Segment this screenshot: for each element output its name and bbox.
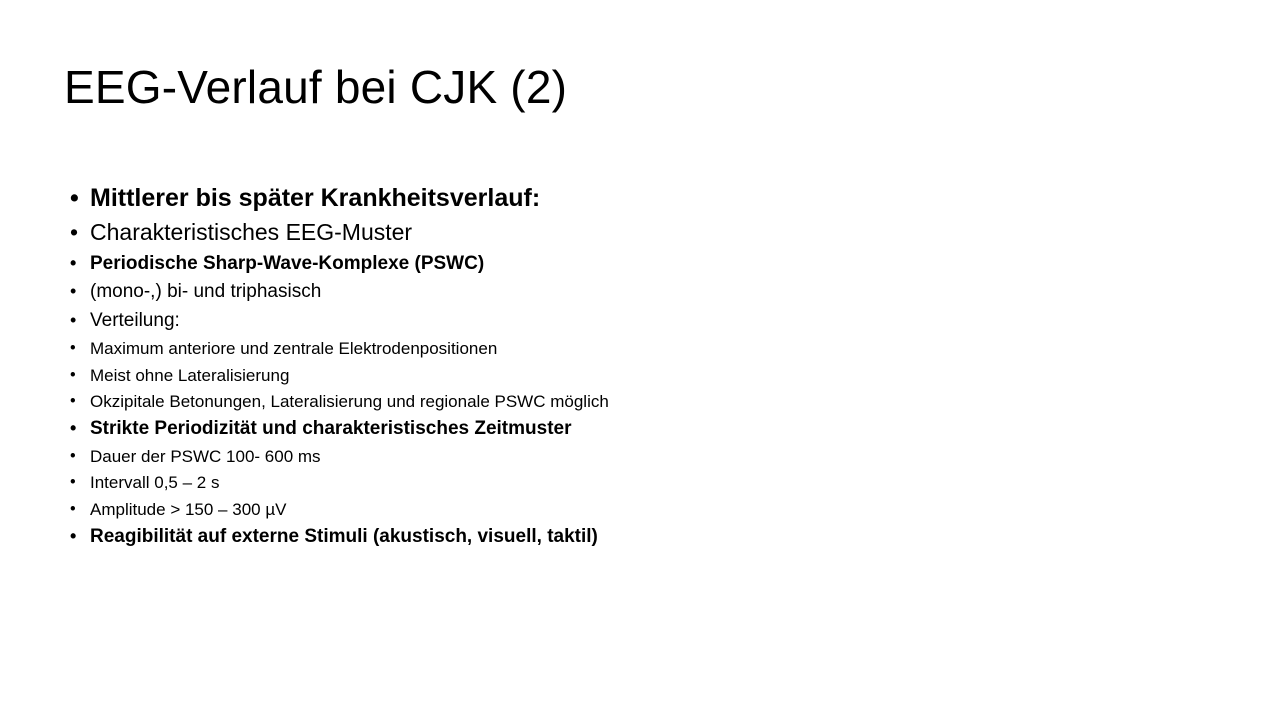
list-item-label: Strikte Periodizität und charakteristisches Zeitmuster: [90, 418, 572, 440]
list-item: [64, 278, 1224, 307]
list-item-label: Maximum anteriore und zentrale Elektrodenpositionen: [90, 339, 498, 359]
list-item-label: Dauer der PSWC 100- 600 ms: [90, 447, 321, 467]
list-item: [64, 523, 1224, 552]
list-item-label: Amplitude > 150 – 300 µV: [90, 499, 287, 519]
list-item: [64, 470, 1224, 496]
bullet-icon: •: [70, 473, 76, 492]
list-item: [64, 307, 1224, 336]
list-item: [64, 250, 1224, 279]
list-item-label: Periodische Sharp-Wave-Komplexe (PSWC): [90, 252, 485, 274]
list-item-label: Verteilung:: [90, 310, 180, 332]
bullet-icon: •: [70, 499, 76, 518]
list-item: [64, 497, 1224, 523]
list-item-label: (mono-,) bi- und triphasisch: [90, 281, 322, 303]
bullet-icon: •: [70, 252, 77, 273]
bullet-icon: •: [70, 310, 77, 331]
list-item: [64, 389, 1224, 415]
slide-body: [64, 180, 1224, 552]
list-item: [64, 216, 1224, 249]
page-title: EEG-Verlauf bei CJK (2): [64, 61, 568, 113]
bullet-icon: •: [70, 447, 76, 466]
bullet-icon: •: [70, 339, 76, 358]
list-item: [64, 336, 1224, 362]
list-item-label: Meist ohne Lateralisierung: [90, 365, 290, 385]
list-item-label: Mittlerer bis später Krankheitsverlauf:: [90, 184, 541, 212]
list-item-label: Reagibilität auf externe Stimuli (akustisch, visuell, taktil): [90, 526, 598, 548]
list-item-label: Charakteristisches EEG-Muster: [90, 219, 413, 246]
list-item-label: Intervall 0,5 – 2 s: [90, 473, 220, 493]
list-item: [64, 415, 1224, 444]
bullet-icon: •: [70, 184, 79, 212]
bullet-icon: •: [70, 391, 76, 410]
list-item: [64, 363, 1224, 389]
bullet-icon: •: [70, 281, 77, 302]
list-item: [64, 444, 1224, 470]
bullet-icon: •: [70, 219, 79, 246]
list-item: [64, 180, 1224, 216]
bullet-icon: •: [70, 365, 76, 384]
list-item-label: Okzipitale Betonungen, Lateralisierung und regionale PSWC möglich: [90, 391, 609, 411]
bullet-icon: •: [70, 418, 77, 439]
bullet-list: [64, 180, 1224, 552]
bullet-icon: •: [70, 526, 77, 547]
